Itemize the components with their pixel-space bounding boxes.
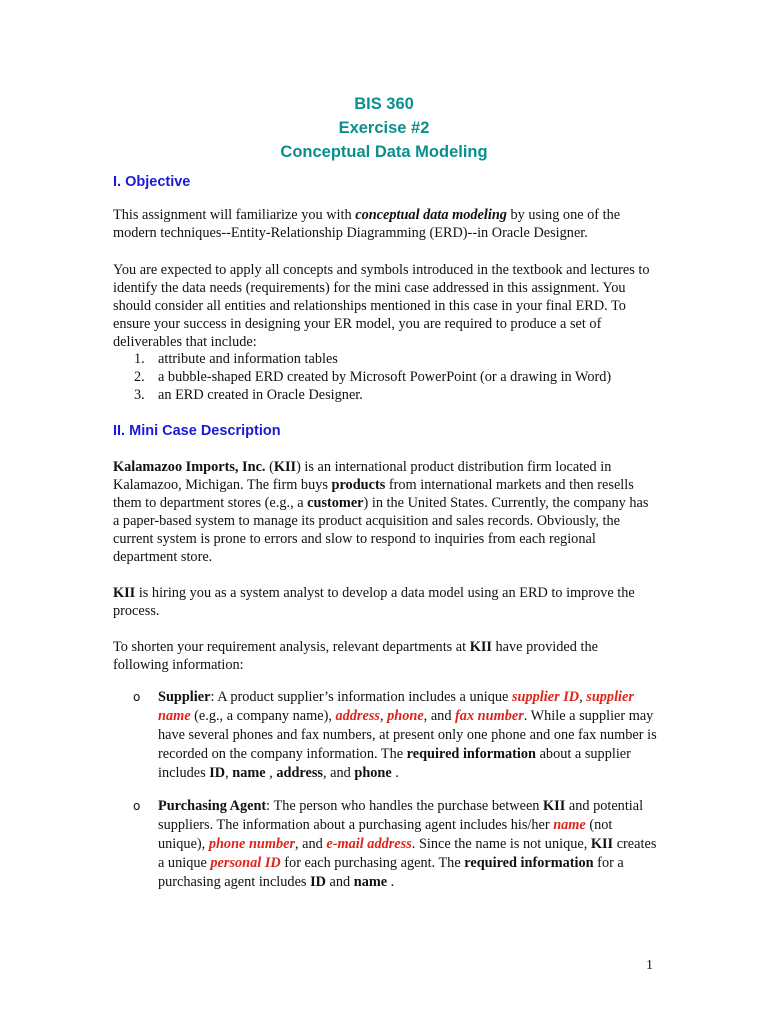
list-item <box>113 350 611 368</box>
text-run: , <box>579 689 587 705</box>
exercise-title: Exercise #2 <box>338 119 430 137</box>
text-run: : The person who handles the purchase between <box>266 798 544 814</box>
text-run: have provided the following information: <box>113 639 598 673</box>
company-abbr: KII <box>273 459 297 475</box>
attribute-highlight: personal ID <box>210 855 281 871</box>
text-run: , <box>225 765 233 781</box>
bold-term: phone <box>354 765 392 781</box>
text-run: ( <box>265 459 274 475</box>
title-block <box>0 92 768 164</box>
list-text: attribute and information tables <box>158 351 338 367</box>
emphasis-text: conceptual data modeling <box>355 207 507 223</box>
text-run: (e.g., a company name), <box>190 708 336 724</box>
attribute-highlight: e-mail address <box>326 836 412 852</box>
entity-label: Supplier <box>158 689 211 705</box>
text-run: . <box>391 765 399 781</box>
text-run: ) in the United States. Currently, the company has a paper-based system to manage its product acquisition and sales records. Obviously, the current system is prone to errors and slow to respond to inquiries from each regional department store. <box>113 495 649 565</box>
bold-term: address <box>276 765 323 781</box>
bold-term: ID <box>310 874 326 890</box>
text-run: , <box>379 708 388 724</box>
bold-term: name <box>232 765 266 781</box>
text-run: . <box>387 874 395 890</box>
text-run: is hiring you as a system analyst to develop a data model using an ERD to improve the process. <box>113 585 635 619</box>
company-abbr: KII <box>543 798 566 814</box>
text-run: for a purchasing agent includes <box>158 855 624 890</box>
bullet-circle-icon: o <box>133 799 141 813</box>
text-run: This assignment will familiarize you with <box>113 207 356 223</box>
list-text: a bubble-shaped ERD created by Microsoft PowerPoint (or a drawing in Word) <box>158 369 612 385</box>
text-run: , and <box>423 708 456 724</box>
list-item <box>113 368 611 386</box>
bold-term: required information <box>464 855 594 871</box>
company-abbr: KII <box>469 639 492 655</box>
text-run: from international markets and then resells them to department stores (e.g., a <box>113 477 634 511</box>
list-number: 3. <box>134 387 145 403</box>
text-run: by using one of the modern techniques--Entity-Relationship Diagramming (ERD)--in Oracle Designer. <box>113 207 621 241</box>
deliverables-list <box>113 350 611 404</box>
page-number: 1 <box>646 958 653 973</box>
text-run: about a supplier includes <box>158 746 631 781</box>
list-text: an ERD created in Oracle Designer. <box>158 387 363 403</box>
attribute-highlight: address <box>335 708 380 724</box>
attribute-highlight: supplier name <box>158 689 634 724</box>
case-paragraph-1 <box>113 458 653 566</box>
course-title: BIS 360 <box>354 95 414 113</box>
text-run: To shorten your requirement analysis, relevant departments at <box>113 639 470 655</box>
text-run: , <box>265 765 277 781</box>
purchasing-agent-text <box>158 797 658 892</box>
list-number: 1. <box>134 351 145 367</box>
bold-term: ID <box>209 765 226 781</box>
objective-heading: I. Objective <box>113 174 191 190</box>
case-paragraph-3 <box>113 638 653 674</box>
list-item <box>113 386 611 404</box>
objective-paragraph-1 <box>113 206 653 242</box>
text-run: and potential suppliers. The information about a purchasing agent includes his/her <box>158 798 644 833</box>
attribute-highlight: phone number <box>208 836 296 852</box>
text-run: and <box>325 874 354 890</box>
bullet-circle-icon: o <box>133 690 141 704</box>
text-run: , and <box>295 836 327 852</box>
attribute-highlight: phone <box>387 708 424 724</box>
bold-term: name <box>353 874 388 890</box>
company-name: Kalamazoo Imports, Inc. <box>113 459 266 475</box>
company-abbr: KII <box>590 836 614 852</box>
company-abbr: KII <box>113 585 136 601</box>
bold-term: products <box>331 477 386 493</box>
attribute-highlight: name <box>553 817 586 833</box>
objective-paragraph-2: You are expected to apply all concepts and symbols introduced in the textbook and lectures to identify the data needs (requirements) for the mini case addressed in this assignment. You should consider all entities and relationships mentioned in this case in your final ERD. To ensure your success in designing your ER model, you are required to produce a set of deliverables that include: <box>113 262 650 350</box>
mini-case-heading: II. Mini Case Description <box>113 423 281 439</box>
case-paragraph-2 <box>113 584 653 620</box>
bold-term: customer <box>307 495 364 511</box>
text-run: . Since the name is not unique, <box>411 836 591 852</box>
text-run: : A product supplier’s information includes a unique <box>210 689 512 705</box>
attribute-highlight: fax number <box>455 708 524 724</box>
supplier-text <box>158 688 658 783</box>
text-run: (not unique), <box>158 817 613 852</box>
text-run: ) is an international product distribution firm located in Kalamazoo, Michigan. The firm buys <box>113 459 612 493</box>
entity-label: Purchasing Agent <box>158 798 267 814</box>
list-number: 2. <box>134 369 145 385</box>
bold-term: required information <box>406 746 537 762</box>
topic-title: Conceptual Data Modeling <box>280 143 488 161</box>
text-run: creates a unique <box>158 836 657 871</box>
attribute-highlight: supplier ID <box>511 689 580 705</box>
text-run: for each purchasing agent. The <box>280 855 465 871</box>
text-run: , and <box>323 765 355 781</box>
text-run: . While a supplier may have several phones and fax numbers, at present only one phone and one fax number is recorded on the company information. The <box>158 708 657 762</box>
